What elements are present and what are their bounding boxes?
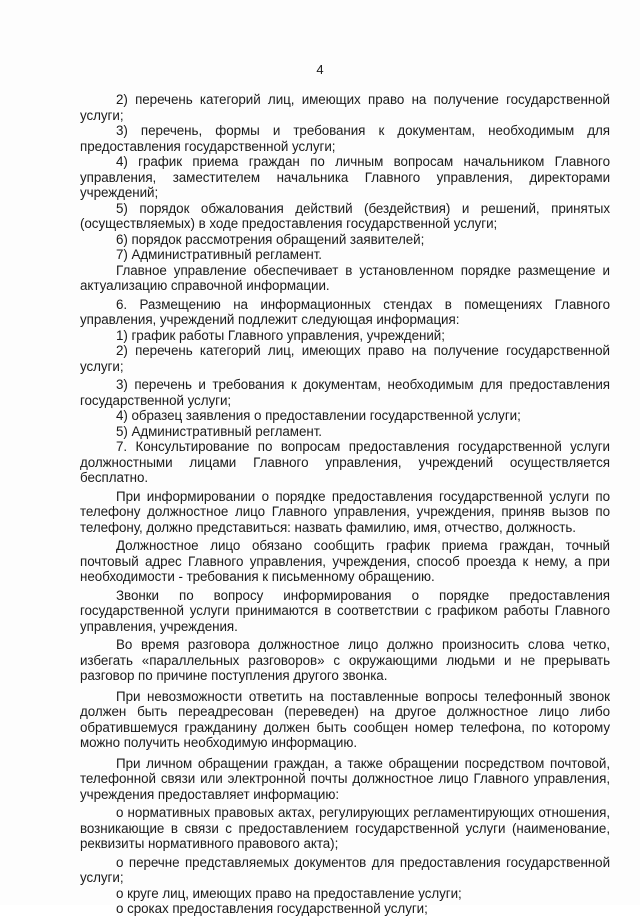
paragraph: Звонки по вопросу информирования о порядке предоставления государственной услуги принимаются в соответствии с графиком работы Главного управления, учреждения. bbox=[80, 587, 610, 634]
paragraph: 7. Консультирование по вопросам предоставления государственной услуги должностными лицами Главного управления, учреждений осуществляется бесплатно. bbox=[80, 439, 610, 485]
document-body bbox=[80, 92, 610, 917]
paragraph: 5) Административный регламент. bbox=[116, 423, 322, 439]
paragraph: 6) порядок рассмотрения обращений заявителей; bbox=[116, 231, 425, 247]
paragraph: Должностное лицо обязано сообщить график приема граждан, точный почтовый адрес Главного управления, учреждения, способ проезда к нему, а при необходимости - требования к письменному обращению. bbox=[80, 538, 610, 584]
paragraph: 2) перечень категорий лиц, имеющих право на получение государственной услуги; bbox=[80, 92, 610, 123]
paragraph: о сроках предоставления государственной услуги; bbox=[116, 901, 428, 916]
paragraph: 5) порядок обжалования действий (бездействия) и решений, принятых (осуществляемых) в ходе предоставления государственной услуги; bbox=[80, 200, 610, 231]
paragraph: о нормативных правовых актах, регулирующих регламентирующих отношения, возникающие в связи с предоставлением государственной услуги (наименование, реквизиты нормативного правового акта); bbox=[80, 805, 610, 851]
paragraph: Главное управление обеспечивает в установленном порядке размещение и актуализацию справочной информации. bbox=[80, 262, 610, 293]
paragraph: 3) перечень и требования к документам, необходимым для предоставления государственной услуги; bbox=[80, 377, 610, 408]
paragraph: 1) график работы Главного управления, учреждений; bbox=[116, 327, 445, 343]
paragraph: 7) Административный регламент. bbox=[116, 247, 322, 262]
paragraph: При личном обращении граждан, а также обращении посредством почтовой, телефонной связи или электронной почты должностное лицо Главного управления, учреждения предоставляет информацию: bbox=[80, 755, 610, 802]
paragraph: 4) образец заявления о предоставлении государственной услуги; bbox=[116, 408, 521, 423]
paragraph: При информировании о порядке предоставления государственной услуги по телефону должностное лицо Главного управления, учреждения, приняв вызов по телефону, должно представиться: назвать фамилию, имя, отчество, должность. bbox=[80, 488, 610, 535]
paragraph: При невозможности ответить на поставленные вопросы телефонный звонок должен быть переадресован (переведен) на другое должностное лицо либо обратившемуся гражданину должен быть сообщен номер телефона, по которому можно получить необходимую информацию. bbox=[80, 688, 610, 750]
paragraph: 2) перечень категорий лиц, имеющих право на получение государственной услуги; bbox=[80, 343, 610, 374]
paragraph: о круге лиц, имеющих право на предоставление услуги; bbox=[116, 885, 462, 901]
paragraph: о перечне представляемых документов для предоставления государственной услуги; bbox=[80, 854, 610, 885]
page-number: 4 bbox=[316, 62, 324, 77]
paragraph: Во время разговора должностное лицо должно произносить слова четко, избегать «параллельных разговоров» с окружающими людьми и не прерывать разговор по причине поступления другого звонка. bbox=[80, 637, 610, 683]
paragraph: 4) график приема граждан по личным вопросам начальником Главного управления, заместителем начальника Главного управления, директорами учреждений; bbox=[80, 154, 610, 200]
paragraph: 3) перечень, формы и требования к документам, необходимым для предоставления государственной услуги; bbox=[80, 123, 610, 154]
paragraph: 6. Размещению на информационных стендах в помещениях Главного управления, учреждений подлежит следующая информация: bbox=[80, 296, 610, 327]
